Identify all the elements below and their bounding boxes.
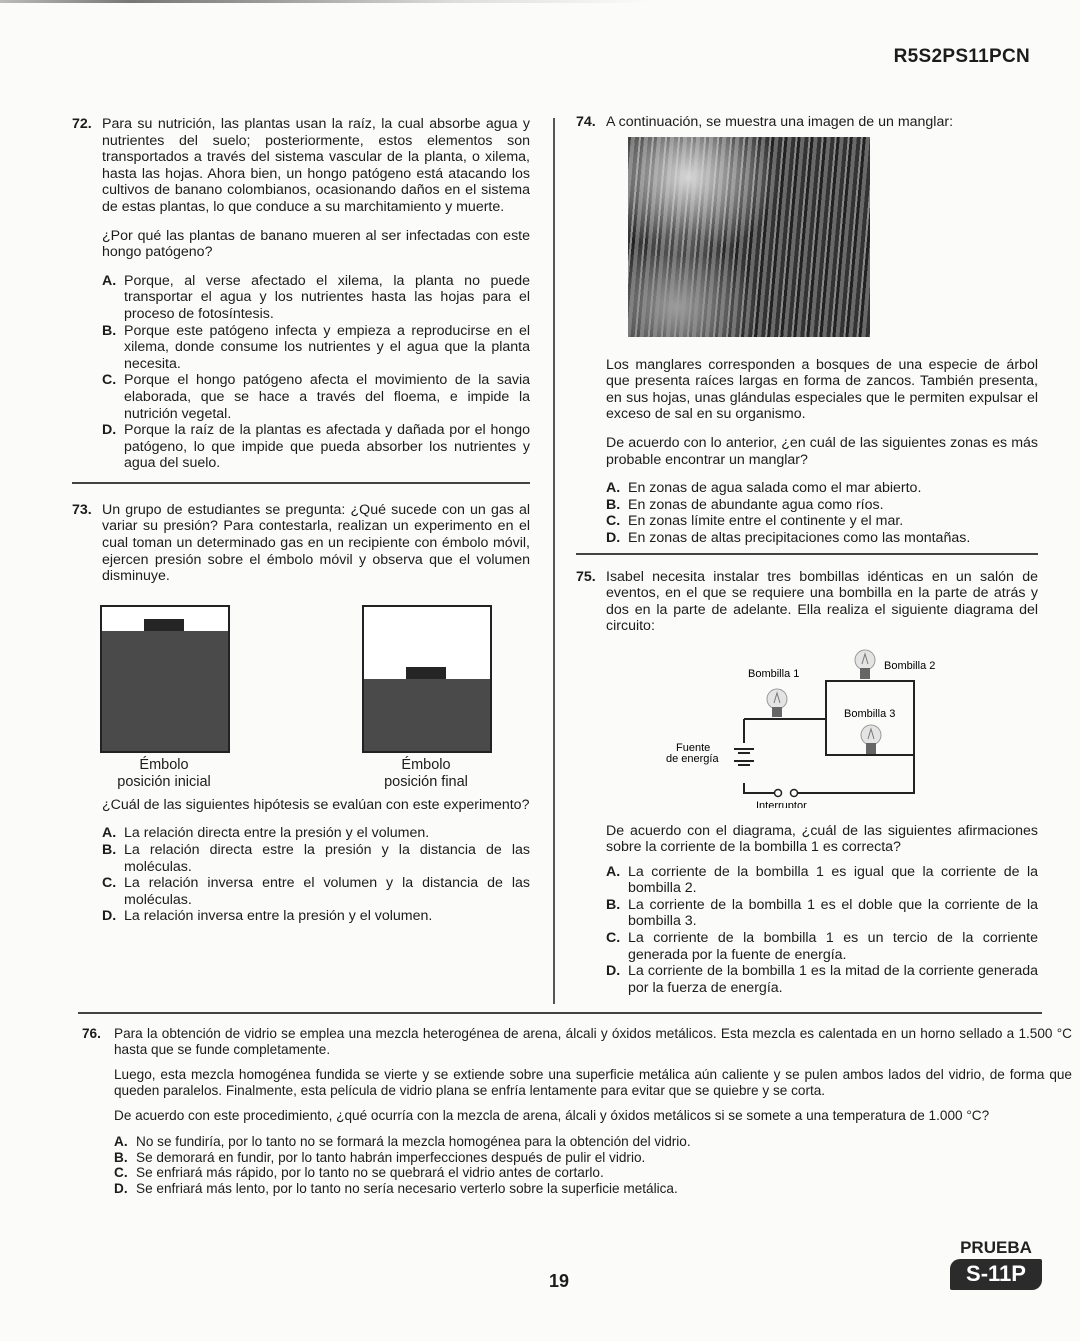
option-text: En zonas límite entre el continente y el mar. (628, 513, 904, 530)
switch-label: Interruptor (756, 799, 807, 808)
option-a[interactable] (102, 825, 530, 842)
answer-options (102, 273, 530, 472)
option-letter: C. (606, 930, 621, 947)
page-number: 19 (549, 1271, 570, 1291)
option-letter: B. (606, 496, 621, 513)
gas-region (364, 679, 490, 751)
option-letter: A. (102, 272, 117, 289)
question-number: 72. (72, 116, 92, 132)
question-prompt: ¿Cuál de las siguientes hipótesis se evalúan con este experimento? (102, 796, 530, 813)
test-badge (950, 1238, 1042, 1290)
section-divider (78, 1012, 1042, 1014)
option-letter: A. (114, 1133, 128, 1149)
figure-label-line2: posición final (384, 773, 468, 790)
option-letter: B. (114, 1149, 128, 1165)
badge-label: PRUEBA (960, 1238, 1032, 1257)
piston-plate (144, 619, 184, 631)
answer-options (606, 480, 1038, 546)
option-letter: C. (606, 513, 621, 530)
bulb2-label: Bombilla 2 (884, 659, 936, 672)
answer-options (114, 1134, 1072, 1196)
badge-code: S-11P (950, 1259, 1042, 1290)
option-letter: B. (606, 896, 621, 913)
question-stem: Para su nutrición, las plantas usan la raíz, la cual absorbe agua y nutrientes del suelo; posteriormente, estos elementos son transportados a través del sistema vascular de la planta, o xilema, hasta las hojas. Ahora bien, un hongo patógeno está atacando los cultivos de banano colombianos, ocasionando daños en el sistema de estas plantas, lo que conduce a su marchitamiento y muerte. (102, 116, 530, 215)
option-letter: C. (102, 875, 117, 892)
question-75 (576, 569, 1038, 997)
question-intro: A continuación, se muestra una imagen de un manglar: (606, 114, 954, 130)
mangrove-photo (628, 137, 870, 337)
option-letter: C. (114, 1165, 128, 1181)
question-prompt: ¿Por qué las plantas de banano mueren al ser infectadas con este hongo patógeno? (102, 227, 530, 261)
answer-options (606, 864, 1038, 997)
option-text: En zonas de agua salada como el mar abierto. (628, 480, 922, 497)
option-a[interactable] (606, 480, 1038, 497)
question-number: 75. (576, 568, 596, 585)
option-text: La corriente de la bombilla 1 es igual que la corriente de la bombilla 2. (628, 863, 1038, 897)
question-prompt: De acuerdo con lo anterior, ¿en cuál de las siguientes zonas es más probable encontrar un manglar? (606, 434, 1038, 468)
option-a[interactable] (102, 273, 530, 323)
circuit-diagram (656, 643, 966, 808)
figure-label-line1: Émbolo (139, 756, 189, 773)
option-d[interactable] (102, 908, 530, 925)
option-c[interactable] (606, 513, 1038, 530)
option-text: La corriente de la bombilla 1 es el doble que la corriente de la bombilla 3. (628, 896, 1038, 930)
left-column (72, 116, 530, 925)
option-letter: D. (606, 529, 621, 546)
option-b[interactable] (102, 323, 530, 373)
option-text: La corriente de la bombilla 1 es un tercio de la corriente generada por la fuente de energía. (628, 930, 1038, 963)
option-c[interactable] (114, 1165, 1072, 1181)
column-divider (553, 118, 555, 1004)
gas-region (102, 631, 228, 751)
answer-options (102, 825, 530, 925)
option-c[interactable] (606, 930, 1038, 963)
option-a[interactable] (114, 1134, 1072, 1150)
option-letter: C. (102, 372, 117, 389)
option-text: En zonas de abundante agua como ríos. (628, 496, 884, 513)
question-prompt: De acuerdo con este procedimiento, ¿qué ocurría con la mezcla de arena, álcali y óxidos metálicos si se somete a una temperatura de 1.000 °C? (114, 1108, 990, 1124)
question-number: 74. (576, 114, 596, 130)
option-text: Porque, al verse afectado el xilema, la planta no puede transportar el agua y los nutrientes hasta las hojas para el proceso de fotosíntesis. (124, 272, 530, 322)
option-text: Se enfriará más rápido, por lo tanto no se quebrará el vidrio antes de cortarlo. (136, 1165, 604, 1181)
bulb-icon (767, 689, 787, 717)
question-prompt: De acuerdo con el diagrama, ¿cuál de las siguientes afirmaciones sobre la corriente de la bombilla 1 es correcta? (606, 822, 1038, 856)
option-a[interactable] (606, 864, 1038, 897)
option-letter: A. (606, 480, 621, 497)
scan-edge (0, 0, 650, 3)
option-b[interactable] (114, 1150, 1072, 1166)
option-d[interactable] (606, 530, 1038, 547)
option-d[interactable] (606, 963, 1038, 996)
question-stem-continued: Luego, esta mezcla homogénea fundida se vierte y se extiende sobre una superficie metálica aún caliente y se pulen ambos lados del vidrio, de forma que queden paralelos. Finalmente, esta película de vidrio plana se enfría lentamente para evitar que se quiebre y se corta. (114, 1067, 1072, 1098)
question-number: 73. (72, 501, 92, 518)
option-letter: B. (102, 322, 117, 339)
option-text: Porque este patógeno infecta y empieza a reproducirse en el xilema, donde consume los nutrientes y el agua que la planta necesita. (124, 322, 530, 372)
bulb-icon (861, 725, 881, 754)
option-text: Porque el hongo patógeno afecta el movimiento de la savia elaborada, que se hace a través del floema, e impide la nutrición vegetal. (124, 372, 530, 422)
option-letter: D. (102, 908, 117, 925)
bulb1-label: Bombilla 1 (748, 667, 800, 680)
figure-label (100, 757, 228, 791)
option-d[interactable] (114, 1181, 1072, 1197)
option-letter: D. (606, 963, 621, 980)
question-72 (72, 116, 530, 484)
cylinder (362, 605, 492, 753)
option-b[interactable] (606, 897, 1038, 930)
question-number: 76. (82, 1026, 101, 1041)
option-c[interactable] (102, 372, 530, 422)
option-letter: B. (102, 842, 117, 859)
option-text: No se fundiría, por lo tanto no se formará la mezcla homogénea para la obtención del vidrio. (136, 1133, 691, 1149)
cylinder (100, 605, 230, 753)
option-text: La relación directa estre la presión y la distancia de las moléculas. (124, 842, 530, 875)
option-b[interactable] (606, 497, 1038, 514)
bulb3-label: Bombilla 3 (844, 707, 896, 720)
option-d[interactable] (102, 422, 530, 472)
piston-figures (100, 605, 490, 791)
question-76 (84, 1026, 1072, 1196)
option-text: La relación directa entre la presión y el volumen. (124, 825, 430, 842)
section-divider (72, 482, 530, 484)
question-stem: Los manglares corresponden a bosques de una especie de árbol que presenta raíces largas en forma de zancos. También presenta, en sus hojas, unas glándulas especiales que le permiten expulsar el exceso de sal en su organismo. (606, 356, 1038, 423)
source-label-2: de energía (666, 752, 719, 765)
exam-code: R5S2PS11PCN (893, 46, 1030, 67)
piston-plate (406, 667, 446, 679)
option-text: La corriente de la bombilla 1 es la mitad de la corriente generada por la fuerza de energía. (628, 963, 1038, 996)
right-column (576, 114, 1038, 996)
option-text: Se enfriará más lento, por lo tanto no sería necesario verterlo sobre la superficie metálica. (136, 1180, 678, 1196)
question-stem: Un grupo de estudiantes se pregunta: ¿Qué sucede con un gas al variar su presión? Para contestarla, realizan un experimento en el cual toman un determinado gas en un recipiente con émbolo móvil, ejercen presión sobre el émbolo móvil y observa que el volumen disminuye. (102, 501, 530, 585)
option-text: La relación inversa entre la presión y el volumen. (124, 908, 433, 925)
option-letter: A. (606, 863, 621, 880)
question-73 (72, 502, 530, 925)
option-letter: A. (102, 825, 117, 842)
figure-label-line1: Émbolo (401, 756, 451, 773)
figure-label (362, 757, 490, 791)
option-text: La relación inversa entre el volumen y la distancia de las moléculas. (124, 875, 530, 908)
question-stem: Para la obtención de vidrio se emplea una mezcla heterogénea de arena, álcali y óxidos metálicos. Esta mezcla es calentada en un horno sellado a 1.500 °C hasta que se funde completamente. (114, 1026, 1072, 1057)
piston-initial (100, 605, 228, 791)
section-divider (576, 553, 1038, 555)
option-c[interactable] (102, 875, 530, 908)
question-74 (576, 114, 1038, 555)
option-text: Porque la raíz de la plantas es afectada y dañada por el hongo patógeno, lo que impide que pueda absorber los nutrientes y agua del suelo. (124, 422, 530, 472)
option-text: En zonas de altas precipitaciones como las montañas. (628, 529, 971, 546)
figure-label-line2: posición inicial (117, 773, 211, 790)
option-text: Se demorará en fundir, por lo tanto habrán imperfecciones después de pulir el vidrio. (136, 1149, 646, 1165)
option-letter: D. (114, 1180, 128, 1196)
question-stem: Isabel necesita instalar tres bombillas idénticas en un salón de eventos, en el que se requiere una bombilla en la parte de atrás y dos en la parte de adelante. Ella realiza el siguiente diagrama del circuito: (606, 568, 1038, 635)
option-letter: D. (102, 422, 117, 439)
bulb-icon (855, 650, 875, 679)
option-b[interactable] (102, 842, 530, 875)
piston-final (362, 605, 490, 791)
source-label-1: Fuente (676, 741, 711, 754)
